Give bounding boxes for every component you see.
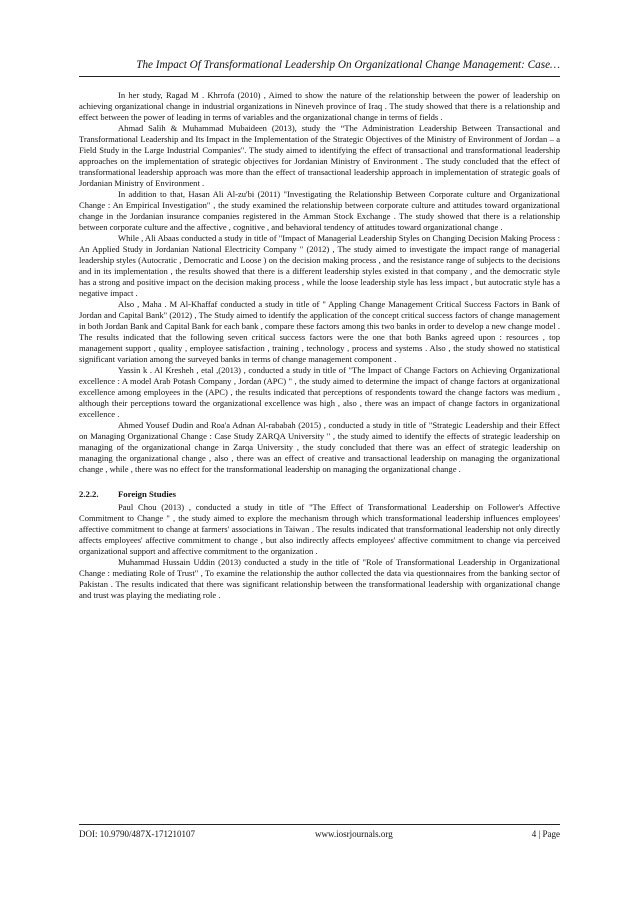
- paragraph-salih-mubaideen: Ahmad Salih & Muhammad Mubaideen (2013), study the “The Administration Leadership Between Transactional and Transformational Leadership and Its Impact in the Implementation of the Strategic Objectives of the Ministry of Environment of Jordan – a Field Study in the Large Industrial Companies". The study aimed to identifying the effect of transactional and transformational leadership approaches on the implementation of strategic objectives for Jordanian Ministry of Environment . The study concluded that the effect of transformational leadership approach was more than the effect of transactional leadership approach in implementation of strategic goals of Jordanian Ministry of Environment .: [79, 123, 560, 188]
- paragraph-dudin-rababah: Ahmed Yousef Dudin and Roa'a Adnan Al-rababah (2015) , conducted a study in title of "Strategic Leadership and their Effect on Managing Organizational Change : Case Study ZARQA University " , the study aimed to identify the effects of strategic leadership on managing of the organizational change in Zarqa University , the study concluded that there was an effect of strategic leadership on managing the organizational change , also , there was an effect of creative and transactional leadership on managing the organizational change , while , there was no effect for the transformational leadership on managing the organizational change .: [79, 420, 560, 474]
- paragraph-uddin: Muhammad Hussain Uddin (2013) conducted a study in the title of "Role of Transformational Leadership in Organizational Change : mediating Role of Trust" , To examine the relationship the author collected the data via questionnaires from the banking sector of Pakistan . The results indicated that there was significant relationship between the transformational leadership with organizational change and trust was playing the mediating role .: [79, 557, 560, 600]
- paragraph-abaas: While , Ali Abaas conducted a study in title of "Impact of Managerial Leadership Styles on Changing Decision Making Process : An Applied Study in Jordanian National Electricity Company " (2012) , The study aimed to investigate the impact range of managerial leadership styles (Autocratic , Democratic and Loose ) on the decision making process , and the resistance range of subjects to the decisions and in its implementation , the results showed that there is a different leadership styles existed in that company , and the democratic style has a strong and positive impact on the decision making process , while the loose leadership style has less impact , but autocratic style has a negative impact .: [79, 233, 560, 298]
- paragraph-khrrofa: In her study, Ragad M . Khrrofa (2010) , Aimed to show the nature of the relationship between the power of leadership on achieving organizational change in industrial organizations in Nineveh province of Iraq . The study showed that there is a relationship and effect between the power of leading in terms of variables and the organizational change in terms of fields .: [79, 90, 560, 122]
- paragraph-al-khaffaf: Also , Maha . M Al-Khaffaf conducted a study in title of " Appling Change Management Critical Success Factors in Bank of Jordan and Capital Bank" (2012) , The Study aimed to identify the application of the concept critical success factors of change management in both Jordan Bank and Capital Bank for each bank , compare these factors among this two banks in order to develop a new change model . The results indicated that the following seven critical success factors were the one that both Banks agreed upon : resources , top management support , quality , employee satisfaction , training , technology , process and systems . Also , the study showed no statistical significant variation among the surveyed banks in terms of change management component .: [79, 299, 560, 364]
- paragraph-chou: Paul Chou (2013) , conducted a study in title of "The Effect of Transformational Leadership on Follower's Affective Commitment to Change " , the study aimed to explore the mechanism through which transformational leadership influences employees' affective commitment to change at farmers' associations in Taiwan . The results indicated that transformational leadership not only directly affects employees' affective commitment to change , but also indirectly affects employees' affective commitment to change via perceived organizational support and affective commitment to the organization .: [79, 502, 560, 556]
- body-text: [79, 90, 560, 601]
- header-divider: [79, 76, 560, 77]
- footer-website: www.iosrjournals.org: [315, 829, 393, 839]
- running-header: The Impact Of Transformational Leadership On Organizational Change Management: Case…: [136, 59, 560, 71]
- footer-page-number: 4 | Page: [531, 829, 560, 839]
- paragraph-al-kresheh: Yassin k . Al Kresheh , etal ,(2013) , conducted a study in title of "The Impact of Change Factors on Achieving Organizational excellence : A model Arab Potash Company , Jordan (APC) " , the study aimed to determine the impact of change factors at organizational excellence among employees in the (APC) , the results indicated that perceptions of respondents toward the change factors was medium , although their perceptions toward the organizational excellence was high , also , there was an impact of change factors in organizational excellence .: [79, 365, 560, 419]
- footer-doi: DOI: 10.9790/487X-171210107: [79, 829, 195, 839]
- section-title: Foreign Studies: [118, 489, 177, 499]
- section-heading: [79, 489, 560, 500]
- paragraph-al-zubi: In addition to that, Hasan Ali Al-zu'bi (2011) "Investigating the Relationship Between Corporate culture and Organizational Change : An Empirical Investigation" , the study examined the relationship between corporate culture and attitudes toward organizational change in the Jordanian insurance companies registered in the Amman Stock Exchange . The study showed that there is a relationship between corporate culture and the affective , cognitive , and behavioral tendency of attitudes toward organizational change .: [79, 189, 560, 232]
- section-number: 2.2.2.: [79, 489, 99, 499]
- footer-divider: [79, 824, 560, 825]
